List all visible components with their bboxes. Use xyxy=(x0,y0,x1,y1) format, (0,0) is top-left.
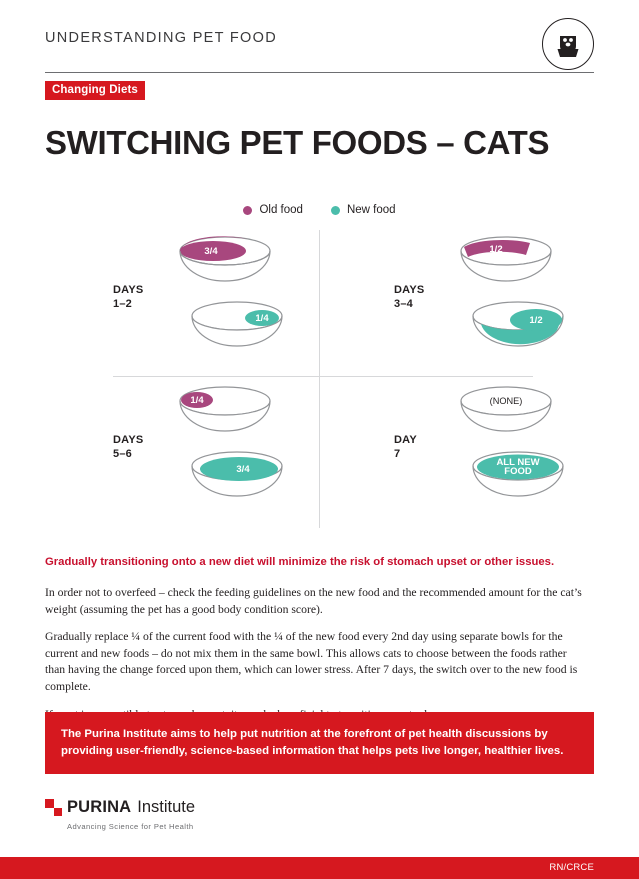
legend-item-old-food xyxy=(243,204,302,216)
header-divider xyxy=(45,72,594,73)
bowl-fraction-bottom-3-4: 1/2 xyxy=(529,315,543,326)
header-title: UNDERSTANDING PET FOOD xyxy=(45,30,277,46)
purina-institute-logo xyxy=(45,798,265,838)
diagram-divider-vertical xyxy=(319,230,320,528)
bowl-pair-days-5-6 xyxy=(165,378,310,526)
diagram-divider-horizontal xyxy=(113,376,533,377)
bowl-fraction-top-1-2: 3/4 xyxy=(204,246,218,257)
day-label-line1: DAY xyxy=(394,434,417,446)
bowl-fraction-top-5-6: 1/4 xyxy=(190,395,204,406)
transition-diagram xyxy=(45,228,594,533)
bowl-pair-days-1-2 xyxy=(165,228,310,376)
day-label-line2: 5–6 xyxy=(113,447,133,460)
brand-name: PURINA xyxy=(67,798,132,816)
bowl-fraction-bottom-7-line1: ALL NEW xyxy=(496,457,540,468)
day-label-line1: DAYS xyxy=(113,434,144,446)
diagram-quadrant-days-5-6 xyxy=(45,378,310,526)
legend-swatch-old-food xyxy=(243,206,252,215)
lead-statement: Gradually transitioning onto a new diet will minimize the risk of stomach upset or other issues. xyxy=(45,556,555,568)
mission-callout: The Purina Institute aims to help put nutrition at the forefront of pet health discussions by providing user-friendly, science-based information that helps pets live longer, healthier lives. xyxy=(45,712,594,774)
body-paragraph-2: Gradually replace ¼ of the current food with the ¼ of the new food every 2nd day using separate bowls for the current and new foods – do not mix them in the same bowl. This allows cats to choose between the foods rather than having the change forced upon them, which can lower stress. After 7 days, the switch over to the new food is complete. xyxy=(45,630,578,694)
bowl-fraction-bottom-1-2: 1/4 xyxy=(255,313,269,324)
body-paragraph-1: In order not to overfeed – check the feeding guidelines on the new food and the recommended amount for the cat’s weight (assuming the pet has a good body condition score). xyxy=(45,586,582,616)
bowl-pair-day-7 xyxy=(446,378,591,526)
diagram-quadrant-days-3-4 xyxy=(326,228,591,376)
sub-brand-name: Institute xyxy=(137,798,196,816)
day-label-line2: 7 xyxy=(394,447,401,460)
day-label-5-6 xyxy=(113,434,165,462)
day-label-line1: DAYS xyxy=(394,284,425,296)
bowl-fraction-top-7: (NONE) xyxy=(489,396,523,406)
purina-checkerboard-icon xyxy=(45,799,62,816)
legend-label-new-food: New food xyxy=(346,204,396,216)
legend-item-new-food xyxy=(331,204,396,216)
day-label-line2: 1–2 xyxy=(113,297,133,310)
bowl-fraction-bottom-5-6: 3/4 xyxy=(236,464,250,475)
day-label-1-2 xyxy=(113,284,165,312)
legend-label-old-food: Old food xyxy=(259,204,303,216)
diagram-quadrant-day-7 xyxy=(326,378,591,526)
bowl-fraction-bottom-7-line2: FOOD xyxy=(504,466,532,477)
purina-pet-bowl-logo xyxy=(542,18,594,70)
bowl-fraction-top-3-4: 1/2 xyxy=(489,244,503,255)
bowl-pair-days-3-4 xyxy=(446,228,591,376)
chart-legend xyxy=(0,204,639,216)
brand-tagline: Advancing Science for Pet Health xyxy=(67,822,194,831)
diagram-quadrant-days-1-2 xyxy=(45,228,310,376)
day-label-3-4 xyxy=(394,284,446,312)
day-label-7 xyxy=(394,434,446,462)
page-header xyxy=(45,18,594,66)
day-label-line1: DAYS xyxy=(113,284,144,296)
day-label-line2: 3–4 xyxy=(394,297,414,310)
section-tag: Changing Diets xyxy=(45,81,145,100)
legend-swatch-new-food xyxy=(331,206,340,215)
purina-wordmark xyxy=(45,798,195,817)
footer-code: RN/CRCE xyxy=(549,862,594,873)
footer-bar xyxy=(0,857,639,879)
page-title: SWITCHING PET FOODS – CATS xyxy=(45,124,550,161)
